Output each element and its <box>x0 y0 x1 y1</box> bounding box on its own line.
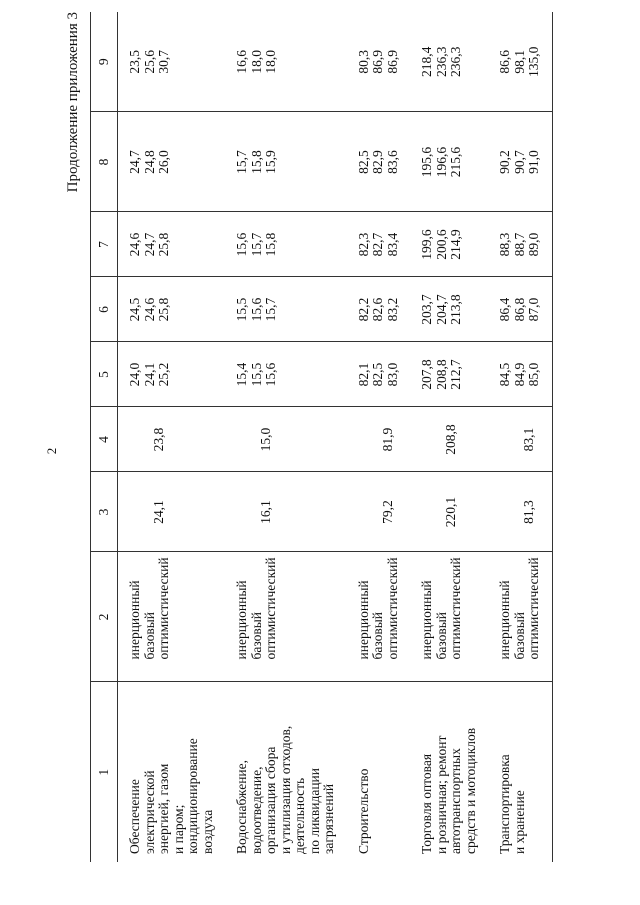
sector-name-cell <box>118 682 226 862</box>
table-row <box>488 12 552 862</box>
scenario-variant-label: оптимистический <box>526 557 541 660</box>
value-cell-column-5 <box>488 342 552 407</box>
value-cell-column-5 <box>225 342 347 407</box>
column-header-7: 7 <box>91 212 118 277</box>
scenario-variant-label: инерционный <box>497 580 512 660</box>
table-row <box>410 12 488 862</box>
scenario-value: 24,6 <box>127 232 142 257</box>
scenario-value: 25,8 <box>156 297 171 322</box>
scenario-variant-label: оптимистический <box>384 557 400 660</box>
value-cell-column-9 <box>347 12 411 112</box>
forecast-table <box>90 12 553 862</box>
sector-name-line: электрической <box>141 770 157 854</box>
scenario-value: 199,6 <box>419 229 434 260</box>
scenario-value: 15,7 <box>263 297 278 322</box>
scenario-value: 24,7 <box>127 150 142 174</box>
value-cell-column-7 <box>347 212 411 277</box>
value-cell-column-6 <box>225 277 347 342</box>
scenario-value: 212,7 <box>448 359 463 390</box>
column-header-3: 3 <box>91 472 118 552</box>
scenario-value: 90,2 <box>497 150 512 174</box>
sector-name-line: загрязнений <box>321 783 336 854</box>
value-cell-column-3: 79,2 <box>347 472 411 552</box>
value-cell-column-8 <box>118 112 226 212</box>
value-cell-column-9 <box>118 12 226 112</box>
value-cell-column-3: 81,3 <box>488 472 552 552</box>
value-cell-column-4: 23,8 <box>118 407 226 472</box>
value-cell-column-7 <box>410 212 488 277</box>
scenario-value: 16,6 <box>234 49 249 74</box>
scenario-variant-label: оптимистический <box>156 557 171 660</box>
scenario-value: 18,0 <box>248 49 264 74</box>
sector-name-line: по ликвидации <box>306 767 322 854</box>
scenario-value: 89,0 <box>526 232 541 257</box>
value-cell-column-3: 220,1 <box>410 472 488 552</box>
scenario-value: 83,0 <box>384 362 400 387</box>
scenario-value: 213,8 <box>448 294 463 325</box>
column-header-9: 9 <box>91 12 118 112</box>
scenario-value: 15,8 <box>248 150 264 174</box>
column-header-5: 5 <box>91 342 118 407</box>
value-cell-column-3: 16,1 <box>225 472 347 552</box>
scenario-variant-label: базовый <box>433 611 449 660</box>
sector-name-cell <box>347 682 411 862</box>
scenario-value: 82,5 <box>370 362 385 387</box>
sector-name-line: и хранение <box>511 790 527 854</box>
value-cell-column-6 <box>410 277 488 342</box>
scenario-value: 86,8 <box>511 297 527 322</box>
value-cell-column-5 <box>347 342 411 407</box>
scenario-variant-label: базовый <box>141 611 157 660</box>
scenario-value: 207,8 <box>419 359 434 390</box>
scenario-value: 86,6 <box>497 49 512 74</box>
value-cell-column-6 <box>347 277 411 342</box>
scenario-value: 87,0 <box>526 297 541 322</box>
scenario-value: 82,7 <box>370 232 385 257</box>
scenario-value: 26,0 <box>156 150 171 174</box>
scenario-value: 25,2 <box>156 362 171 387</box>
sector-name-line: Торговля оптовая <box>419 753 434 854</box>
scenario-value: 15,6 <box>263 362 278 387</box>
scenario-variant-label: базовый <box>511 611 527 660</box>
scenario-value: 88,7 <box>511 232 527 257</box>
appendix-continuation-note: Продолжение приложения 3 <box>65 12 81 193</box>
rotated-page-content <box>60 12 640 862</box>
scenario-value: 23,5 <box>127 49 142 74</box>
value-cell-column-9 <box>225 12 347 112</box>
scenario-variants-cell <box>488 552 552 682</box>
scenario-variant-label: базовый <box>370 611 385 660</box>
sector-name-line: кондиционирование <box>185 738 200 854</box>
sector-name-line: и утилизация отходов, <box>277 725 293 854</box>
table-body <box>118 12 553 862</box>
scenario-value: 90,7 <box>511 150 527 174</box>
scenario-value: 15,5 <box>248 362 264 387</box>
value-cell-column-7 <box>488 212 552 277</box>
scenario-value: 82,5 <box>355 150 371 174</box>
sector-name-line: Водоснабжение, <box>234 759 249 854</box>
scenario-variant-label: базовый <box>248 611 264 660</box>
table-header-row <box>91 12 118 862</box>
scenario-value: 15,9 <box>263 150 278 174</box>
scenario-value: 215,6 <box>448 146 463 178</box>
value-cell-column-9 <box>410 12 488 112</box>
scenario-variant-label: оптимистический <box>448 557 463 660</box>
scenario-value: 82,3 <box>355 232 371 257</box>
sector-name-line: энергией, газом <box>156 763 171 854</box>
scenario-value: 214,9 <box>448 229 463 260</box>
scenario-value: 203,7 <box>419 294 434 325</box>
value-cell-column-6 <box>118 277 226 342</box>
value-cell-column-4: 83,1 <box>488 407 552 472</box>
sector-name-line: автотранспортных <box>448 748 463 854</box>
scenario-value: 200,6 <box>433 229 449 260</box>
value-cell-column-9 <box>488 12 552 112</box>
scenario-value: 25,6 <box>141 49 157 74</box>
scenario-value: 83,4 <box>384 232 400 257</box>
scenario-variant-label: инерционный <box>355 580 371 660</box>
page-number: 2 <box>44 447 59 455</box>
value-cell-column-7 <box>225 212 347 277</box>
scenario-value: 24,0 <box>127 362 142 387</box>
sector-name-line: водоотведение, <box>248 766 264 854</box>
scenario-value: 15,4 <box>234 362 249 387</box>
scenario-value: 24,7 <box>141 232 157 257</box>
scenario-value: 88,3 <box>497 232 512 257</box>
scenario-value: 24,6 <box>141 297 157 322</box>
sector-name-line: Транспортировка <box>497 754 512 854</box>
column-header-6: 6 <box>91 277 118 342</box>
sector-name-line: средств и мотоциклов <box>462 727 478 854</box>
scenario-value: 84,9 <box>511 362 527 387</box>
scenario-value: 30,7 <box>156 49 171 74</box>
sector-name-line: деятельность <box>292 777 307 854</box>
table-row <box>225 12 347 862</box>
sector-name-line: Строительство <box>355 768 371 854</box>
scenario-variants-cell <box>347 552 411 682</box>
scenario-variant-label: инерционный <box>419 580 434 660</box>
scenario-value: 85,0 <box>526 362 541 387</box>
scenario-value: 15,7 <box>234 150 249 174</box>
column-header-4: 4 <box>91 407 118 472</box>
value-cell-column-6 <box>488 277 552 342</box>
scenario-value: 82,9 <box>370 150 385 174</box>
scenario-value: 82,1 <box>355 362 371 387</box>
scenario-value: 83,6 <box>384 150 400 174</box>
value-cell-column-5 <box>118 342 226 407</box>
scenario-value: 24,1 <box>141 362 157 387</box>
column-header-8: 8 <box>91 112 118 212</box>
scenario-value: 25,8 <box>156 232 171 257</box>
sector-name-cell <box>225 682 347 862</box>
sector-name-line: Обеспечение <box>127 779 142 854</box>
column-header-1: 1 <box>91 682 118 862</box>
scenario-value: 15,6 <box>248 297 264 322</box>
scenario-value: 15,6 <box>234 232 249 257</box>
scenario-value: 15,5 <box>234 297 249 322</box>
scenario-value: 84,5 <box>497 362 512 387</box>
scenario-value: 24,5 <box>127 297 142 322</box>
scenario-value: 82,6 <box>370 297 385 322</box>
scenario-variant-label: оптимистический <box>263 557 278 660</box>
scenario-value: 15,8 <box>263 232 278 257</box>
scenario-value: 196,6 <box>433 146 449 178</box>
forecast-table-container <box>90 12 553 862</box>
value-cell-column-4: 15,0 <box>225 407 347 472</box>
value-cell-column-8 <box>225 112 347 212</box>
column-header-2: 2 <box>91 552 118 682</box>
sector-name-line: организация сбора <box>263 746 278 854</box>
scenario-variant-label: инерционный <box>127 580 142 660</box>
scenario-value: 195,6 <box>419 146 434 178</box>
value-cell-column-8 <box>410 112 488 212</box>
scenario-variants-cell <box>410 552 488 682</box>
scenario-value: 86,9 <box>384 49 400 74</box>
sector-name-line: и паром; <box>170 804 186 854</box>
value-cell-column-7 <box>118 212 226 277</box>
sector-name-cell <box>410 682 488 862</box>
value-cell-column-8 <box>347 112 411 212</box>
scenario-value: 98,1 <box>511 49 527 74</box>
scenario-value: 218,4 <box>419 46 434 77</box>
value-cell-column-4: 81,9 <box>347 407 411 472</box>
sector-name-line: и розничная; ремонт <box>433 735 449 854</box>
scenario-value: 236,3 <box>448 46 463 77</box>
scenario-value: 86,9 <box>370 49 385 74</box>
table-row <box>118 12 226 862</box>
scenario-value: 24,8 <box>141 150 157 174</box>
scenario-value: 83,2 <box>384 297 400 322</box>
scenario-variants-cell <box>225 552 347 682</box>
scenario-value: 86,4 <box>497 297 512 322</box>
scenario-variant-label: инерционный <box>234 580 249 660</box>
value-cell-column-8 <box>488 112 552 212</box>
value-cell-column-5 <box>410 342 488 407</box>
scenario-value: 15,7 <box>248 232 264 257</box>
scenario-value: 80,3 <box>355 49 371 74</box>
sector-name-cell <box>488 682 552 862</box>
scenario-value: 208,8 <box>433 359 449 390</box>
scenario-value: 236,3 <box>433 46 449 77</box>
scenario-variants-cell <box>118 552 226 682</box>
value-cell-column-4: 208,8 <box>410 407 488 472</box>
sector-name-line: воздуха <box>199 809 215 854</box>
table-row <box>347 12 411 862</box>
scenario-value: 91,0 <box>526 150 541 174</box>
scenario-value: 135,0 <box>526 46 541 77</box>
value-cell-column-3: 24,1 <box>118 472 226 552</box>
scenario-value: 82,2 <box>355 297 371 322</box>
scenario-value: 204,7 <box>433 294 449 325</box>
scenario-value: 18,0 <box>263 49 278 74</box>
